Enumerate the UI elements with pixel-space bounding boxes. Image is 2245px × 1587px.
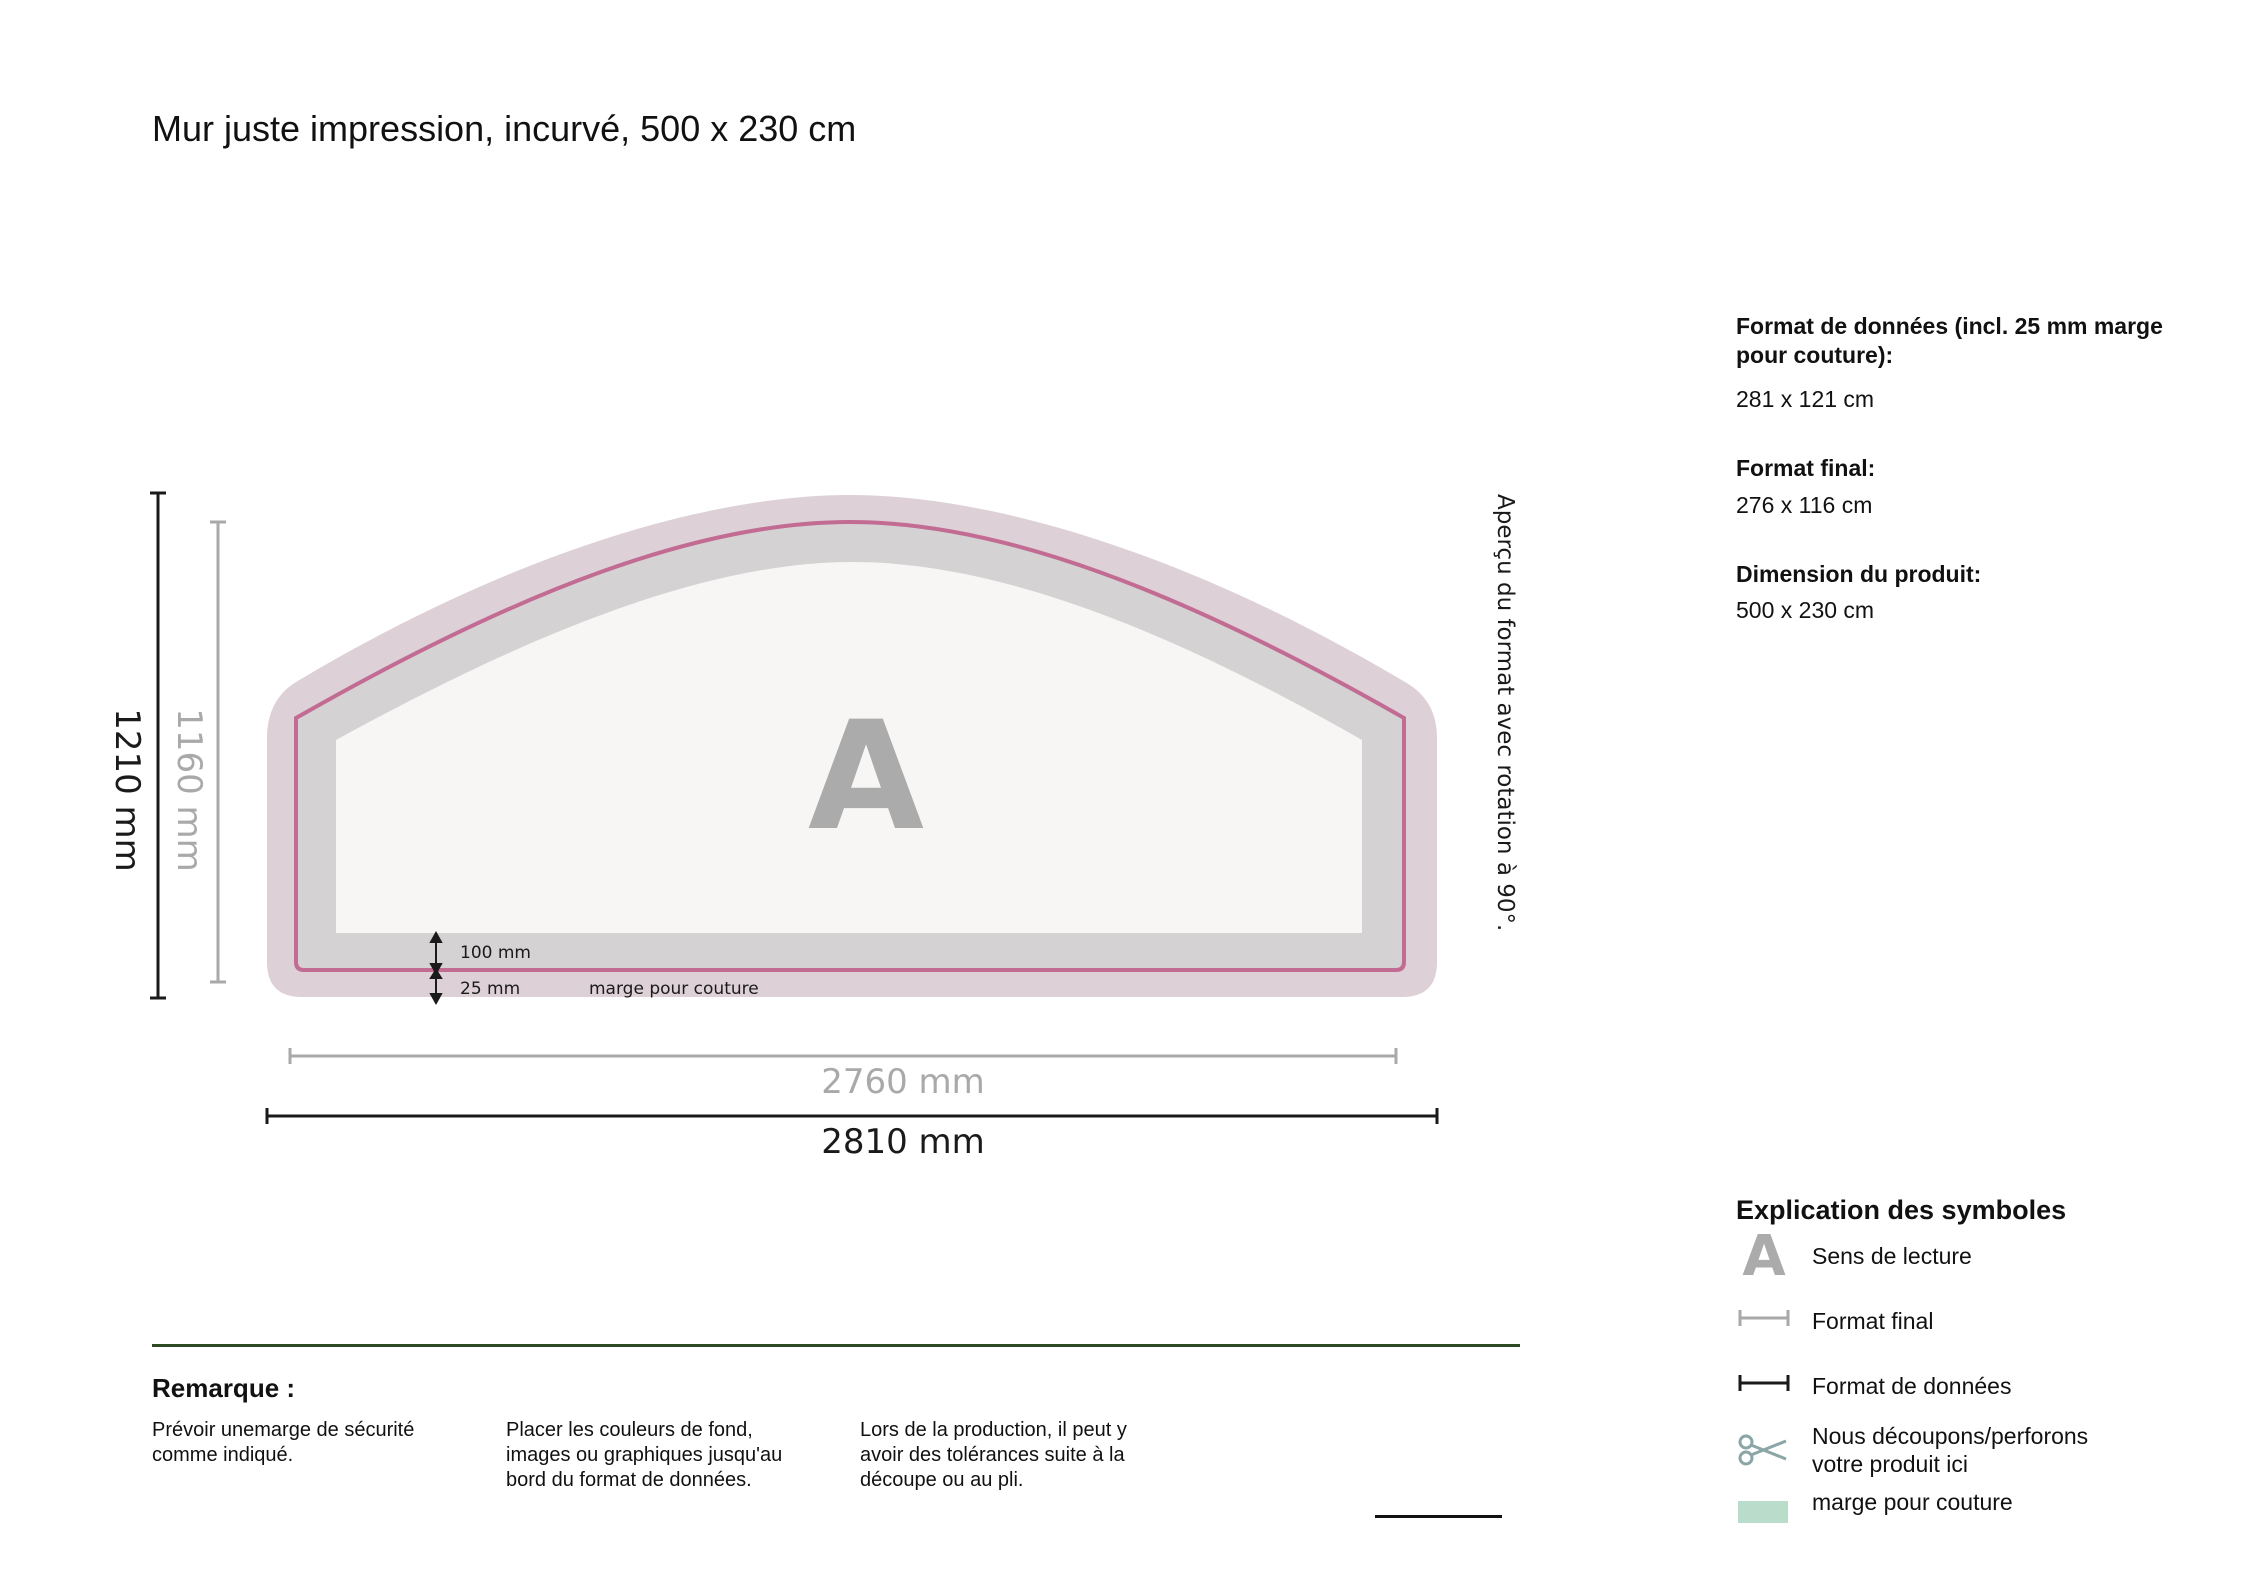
- seam-margin-swatch-icon: [1738, 1501, 1788, 1523]
- product-dimension-value: 500 x 230 cm: [1736, 597, 1875, 623]
- rotation-note: Aperçu du format avec rotation à 90°.: [1492, 494, 1518, 932]
- seam-margin-label: marge pour couture: [589, 979, 759, 999]
- legend-heading: Explication des symboles: [1736, 1195, 2067, 1225]
- final-width-label: 2760 mm: [821, 1062, 985, 1102]
- remark-item: Prévoir unemarge de sécurité comme indiqué.: [152, 1419, 415, 1466]
- final-format-icon: [1740, 1310, 1788, 1326]
- signature-line: [1375, 1515, 1502, 1518]
- scissors-icon: [1740, 1436, 1786, 1464]
- legend-label: Nous découpons/perforons votre produit ici: [1812, 1423, 2089, 1477]
- legend-label: marge pour couture: [1812, 1489, 2013, 1515]
- remarks-divider: [152, 1344, 1520, 1347]
- final-height-label: 1160 mm: [169, 708, 209, 872]
- final-format-label: Format final:: [1736, 455, 1876, 481]
- product-dimension-label: Dimension du produit:: [1736, 561, 1982, 587]
- letter-a-icon: A: [1742, 1225, 1786, 1289]
- final-height-dimension: [210, 522, 226, 982]
- data-height-dimension: [150, 493, 166, 998]
- remark-item: Placer les couleurs de fond, images ou graphiques jusqu'au bord du format de données.: [506, 1419, 783, 1491]
- safety-margin-label: 100 mm: [460, 943, 531, 963]
- data-width-label: 2810 mm: [821, 1122, 985, 1162]
- data-format-icon: [1740, 1375, 1788, 1391]
- data-height-label: 1210 mm: [107, 708, 147, 872]
- legend-label: Format final: [1812, 1308, 1934, 1334]
- seam-margin-value: 25 mm: [460, 979, 521, 999]
- legend-label: Format de données: [1812, 1373, 2012, 1399]
- remark-item: Lors de la production, il peut y avoir des tolérances suite à la découpe ou au pli.: [860, 1419, 1127, 1491]
- reading-direction-letter: A: [807, 690, 925, 864]
- data-format-label: Format de données (incl. 25 mm marge pour couture):: [1736, 313, 2163, 368]
- legend-icons: [1736, 1225, 1806, 1525]
- legend-label: Sens de lecture: [1812, 1243, 1972, 1269]
- page-title: Mur juste impression, incurvé, 500 x 230 cm: [152, 108, 857, 149]
- final-format-value: 276 x 116 cm: [1736, 492, 1873, 518]
- remarks-heading: Remarque :: [152, 1373, 296, 1403]
- data-format-value: 281 x 121 cm: [1736, 386, 1875, 412]
